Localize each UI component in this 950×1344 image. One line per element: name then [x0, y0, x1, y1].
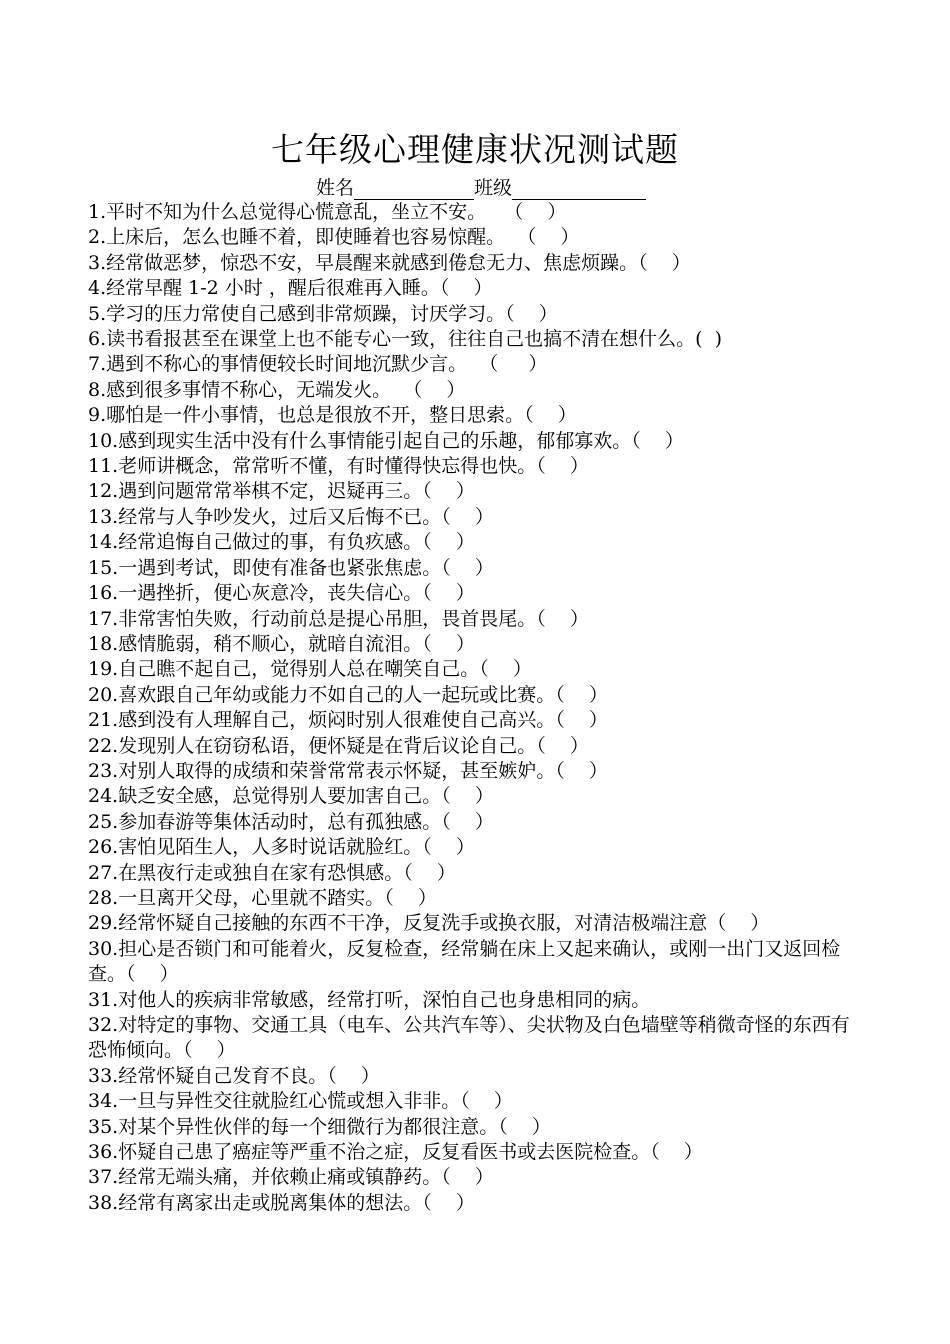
question-item: 22.发现别人在窃窃私语，便怀疑是在背后议论自己。（ ）	[88, 734, 589, 757]
name-label: 姓名	[316, 177, 355, 199]
question-item: 23.对别人取得的成绩和荣誉常常表示怀疑，甚至嫉妒。（ ）	[88, 759, 608, 782]
question-item: 11.老师讲概念，常常听不懂，有时懂得快忘得也快。（ ）	[88, 455, 589, 478]
name-blank-line[interactable]	[354, 179, 474, 200]
question-item: 10.感到现实生活中没有什么事情能引起自己的乐趣，郁郁寡欢。（ ）	[88, 429, 684, 452]
class-blank-line[interactable]	[512, 179, 646, 200]
question-item: 33.经常怀疑自己发育不良。（ ）	[88, 1064, 380, 1087]
question-item: 34.一旦与异性交往就脸红心慌或想入非非。（ ）	[88, 1090, 513, 1113]
question-item: 16.一遇挫折，便心灰意冷，丧失信心。（ ）	[88, 582, 475, 605]
question-item: 8.感到很多事情不称心，无端发火。 （ ）	[88, 378, 466, 401]
question-item: 1.平时不知为什么总觉得心慌意乱，坐立不安。 （ ）	[88, 201, 567, 223]
question-item: 30.担心是否锁门和可能着火，反复检查，经常躺在床上又起来确认，或刚一出门又返回检查。（ ）	[88, 937, 841, 986]
name-class-row	[316, 176, 646, 200]
document-title: 七年级心理健康状况测试题	[271, 130, 679, 169]
question-item: 27.在黑夜行走或独自在家有恐惧感。（ ）	[88, 861, 456, 884]
question-item: 35.对某个异性伙伴的每一个细微行为都很注意。（ ）	[88, 1115, 551, 1138]
question-item: 7.遇到不称心的事情便较长时间地沉默少言。 （ ）	[88, 353, 548, 376]
question-item: 25.参加春游等集体活动时，总有孤独感。（ ）	[88, 810, 494, 833]
question-item: 4.经常早醒 1-2 小时 ，醒后很难再入睡。（ ）	[88, 277, 493, 300]
question-item: 19.自己瞧不起自己，觉得别人总在嘲笑自己。（ ）	[88, 658, 532, 681]
question-list	[88, 200, 850, 1216]
question-item: 2.上床后，怎么也睡不着，即使睡着也容易惊醒。 （ ）	[88, 226, 580, 249]
question-item: 6.读书看报甚至在课堂上也不能专心一致，往往自己也搞不清在想什么。( )	[88, 328, 723, 351]
question-item: 15.一遇到考试，即使有准备也紧张焦虑。（ ）	[88, 556, 494, 579]
question-item: 24.缺乏安全感，总觉得别人要加害自己。（ ）	[88, 785, 494, 808]
question-item: 18.感情脆弱，稍不顺心，就暗自流泪。（ ）	[88, 632, 475, 655]
question-item: 3.经常做恶梦，惊恐不安，早晨醒来就感到倦怠无力、焦虑烦躁。（ ）	[88, 251, 691, 274]
question-item: 14.经常追悔自己做过的事，有负疚感。（ ）	[88, 531, 475, 554]
question-item: 31.对他人的疾病非常敏感，经常打听，深怕自己也身患相同的病。	[88, 988, 651, 1011]
question-item: 9.哪怕是一件小事情，也总是很放不开，整日思索。（ ）	[88, 404, 577, 427]
question-item: 12.遇到问题常常举棋不定，迟疑再三。（ ）	[88, 480, 475, 503]
question-item: 29.经常怀疑自己接触的东西不干净，反复洗手或换衣服，对清洁极端注意（ ）	[88, 912, 770, 935]
question-item: 28.一旦离开父母，心里就不踏实。（ ）	[88, 886, 437, 909]
question-item: 26.害怕见陌生人，人多时说话就脸红。（ ）	[88, 836, 475, 859]
question-item: 38.经常有离家出走或脱离集体的想法。（ ）	[88, 1191, 475, 1214]
question-item: 13.经常与人争吵发火，过后又后悔不已。（ ）	[88, 505, 494, 528]
question-item: 5.学习的压力常使自己感到非常烦躁，讨厌学习。（ ）	[88, 302, 558, 325]
question-item: 32.对特定的事物、交通工具（电车、公共汽车等）、尖状物及白色墙壁等稍微奇怪的东西有恐怖倾向。（ ）	[88, 1014, 850, 1062]
question-item: 20.喜欢跟自己年幼或能力不如自己的人一起玩或比赛。（ ）	[88, 683, 608, 706]
question-item: 17.非常害怕失败，行动前总是提心吊胆，畏首畏尾。（ ）	[88, 607, 589, 630]
question-item: 21.感到没有人理解自己，烦闷时别人很难使自己高兴。（ ）	[88, 709, 608, 732]
question-item: 37.经常无端头痛，并依赖止痛或镇静药。（ ）	[88, 1166, 494, 1189]
question-item: 36.怀疑自己患了癌症等严重不治之症，反复看医书或去医院检查。（ ）	[88, 1141, 703, 1164]
class-label: 班级	[474, 177, 513, 199]
